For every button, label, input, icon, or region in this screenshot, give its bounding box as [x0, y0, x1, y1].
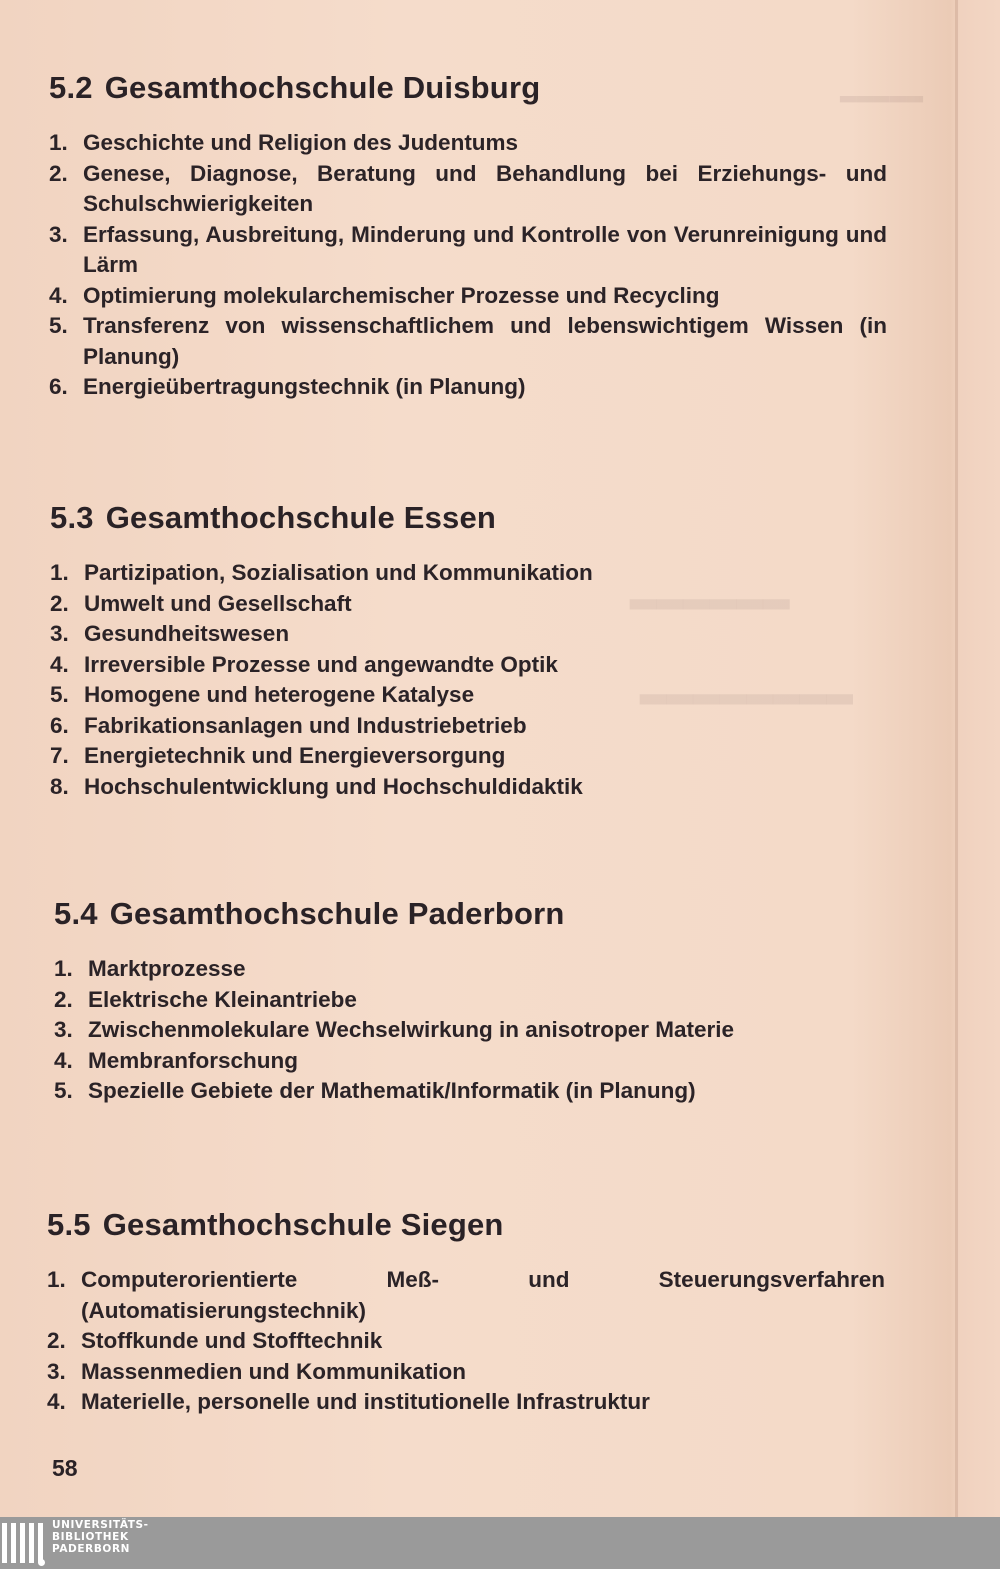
list-item: 7. Energietechnik und Energieversorgung: [50, 743, 506, 768]
list-item: 3. Erfassung, Ausbreitung, Minderung und Kontrolle von Verunreinigung und Lärm: [49, 221, 887, 277]
list-item: 6. Fabrikationsanlagen und Industriebetrieb: [50, 712, 527, 738]
logo-dot-icon: [38, 1559, 45, 1566]
list-item: 4. Irreversible Prozesse und angewandte Optik: [50, 651, 558, 677]
page-number: 58: [52, 1455, 78, 1481]
logo-text: UNIVERSITÄTS- BIBLIOTHEK PADERBORN: [52, 1519, 149, 1555]
list-item: 2. Genese, Diagnose, Beratung und Behandlung bei Erziehungs- und Schulschwierigkeiten: [49, 160, 887, 216]
list-item: 1. Marktprozesse: [54, 956, 246, 981]
section-siegen: [47, 1207, 885, 1418]
list-item: 5. Homogene und heterogene Katalyse: [50, 682, 475, 707]
list-item: 2. Stoffkunde und Stofftechnik: [47, 1328, 383, 1353]
research-focus-list: [54, 954, 892, 1107]
list-item: 5. Transferenz von wissenschaftlichem und lebenswichtigem Wissen (in Planung): [49, 313, 887, 369]
list-item: 2. Elektrische Kleinantriebe: [54, 986, 357, 1012]
bleed-through-decoration: ▂▂▂▂▂▂▂▂: [640, 666, 854, 704]
section-paderborn: [54, 896, 892, 1107]
section-essen: [50, 500, 888, 802]
bleed-through-decoration: ▂▂▂▂▂: [840, 79, 924, 102]
research-focus-list: [49, 128, 887, 403]
list-item: 4. Optimierung molekularchemischer Prozesse und Recycling: [49, 282, 720, 308]
list-item: 4. Materielle, personelle und institutionelle Infrastruktur: [47, 1389, 650, 1414]
list-item: 1. Geschichte und Religion des Judentums: [49, 130, 519, 155]
list-item: 3. Massenmedien und Kommunikation: [47, 1358, 467, 1384]
section-heading: 5.3 Gesamthochschule Essen: [50, 500, 497, 535]
research-focus-list: [47, 1265, 885, 1418]
research-focus-list: [50, 558, 888, 802]
section-duisburg: [49, 70, 887, 403]
section-heading: 5.4 Gesamthochschule Paderborn: [54, 896, 565, 931]
list-item: 2. Umwelt und Gesellschaft: [50, 590, 352, 616]
list-item: 5. Spezielle Gebiete der Mathematik/Informatik (in Planung): [54, 1078, 696, 1103]
list-item: 1. Partizipation, Sozialisation und Kommunikation: [50, 560, 593, 585]
section-heading: 5.2 Gesamthochschule Duisburg: [49, 70, 541, 105]
section-heading: 5.5 Gesamthochschule Siegen: [47, 1207, 504, 1242]
bleed-through-decoration: ▂▂▂▂▂▂: [630, 571, 790, 609]
page-fold-line: [955, 0, 958, 1517]
library-logo: [0, 1517, 200, 1569]
list-item: 3. Gesundheitswesen: [50, 621, 290, 646]
list-item: 6. Energieübertragungstechnik (in Planung): [49, 374, 526, 399]
list-item: 8. Hochschulentwicklung und Hochschuldidaktik: [50, 773, 583, 799]
list-item: 3. Zwischenmolekulare Wechselwirkung in anisotroper Materie: [54, 1017, 735, 1042]
library-footer-bar: [0, 1517, 1000, 1569]
list-item: 4. Membranforschung: [54, 1047, 299, 1073]
list-item: 1. Computerorientierte Meß- und Steuerungsverfahren (Automatisierungstechnik): [47, 1267, 885, 1323]
